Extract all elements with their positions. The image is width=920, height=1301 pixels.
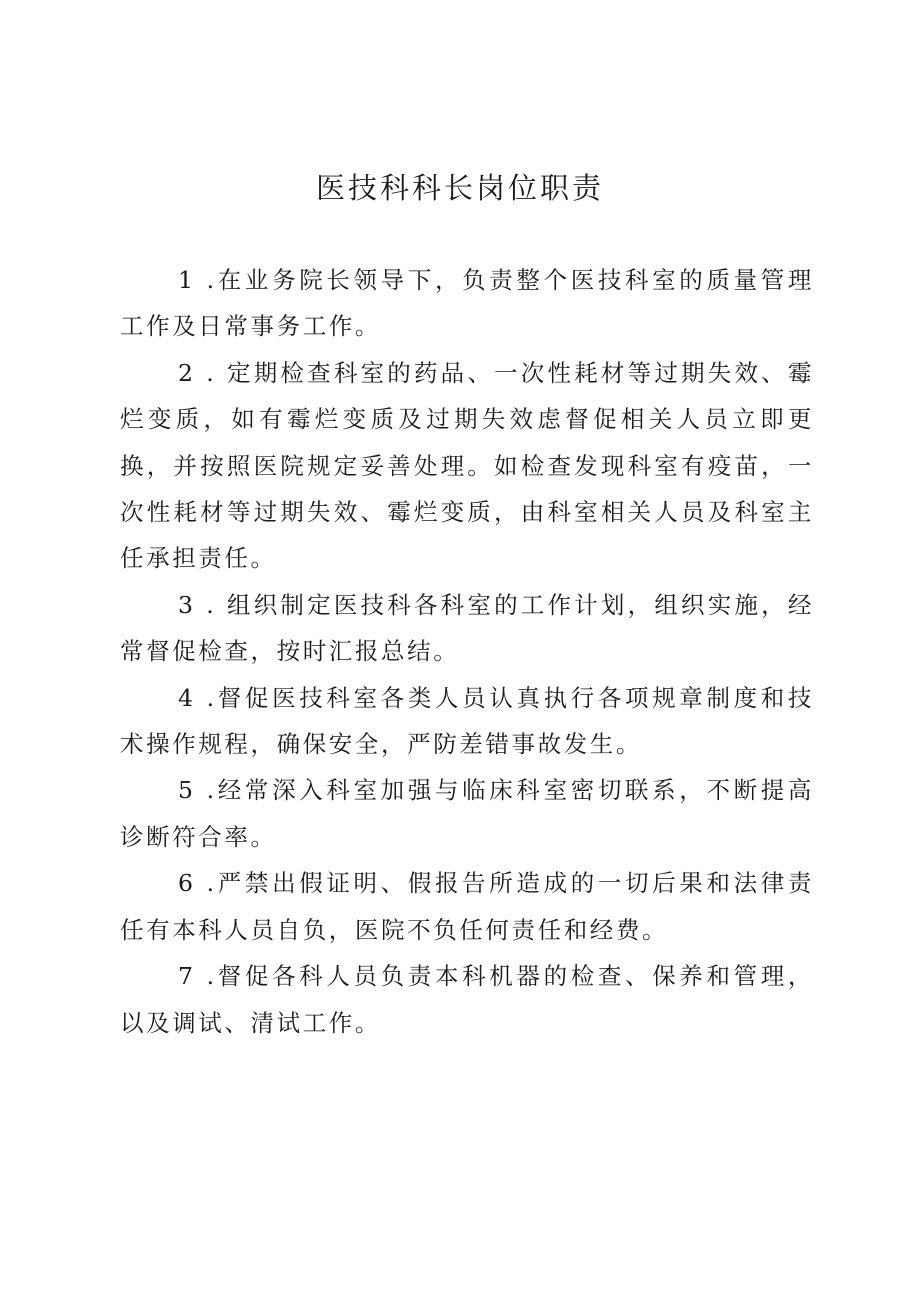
document-body bbox=[120, 257, 814, 1046]
duty-item-3: 3 . 组织制定医技科各科室的工作计划，组织实施，经常督促检查，按时汇报总结。 bbox=[120, 590, 814, 666]
duty-item-5: 5 .经常深入科室加强与临床科室密切联系，不断提高诊断符合率。 bbox=[120, 776, 814, 851]
duty-item-2: 2 . 定期检查科室的药品、一次性耗材等过期失效、霉烂变质，如有霉烂变质及过期失效虑督促相关人员立即更换，并按照医院规定妥善处理。如检查发现科室有疫苗，一次性耗材等过期失效、霉烂变质，由科室相关人员及科室主任承担责任。 bbox=[120, 358, 814, 573]
duty-item-1: 1 .在业务院长领导下，负责整个医技科室的质量管理工作及日常事务工作。 bbox=[120, 266, 814, 341]
page-title: 医技科科长岗位职责 bbox=[315, 171, 604, 205]
duty-item-6: 6 .严禁出假证明、假报告所造成的一切后果和法律责任有本科人员自负，医院不负任何责任和经费。 bbox=[120, 869, 814, 944]
duty-item-7: 7 .督促各科人员负责本科机器的检查、保养和管理，以及调试、清试工作。 bbox=[120, 962, 814, 1037]
duty-item-4: 4 .督促医技科室各类人员认真执行各项规章制度和技术操作规程，确保安全，严防差错事故发生。 bbox=[120, 683, 814, 759]
